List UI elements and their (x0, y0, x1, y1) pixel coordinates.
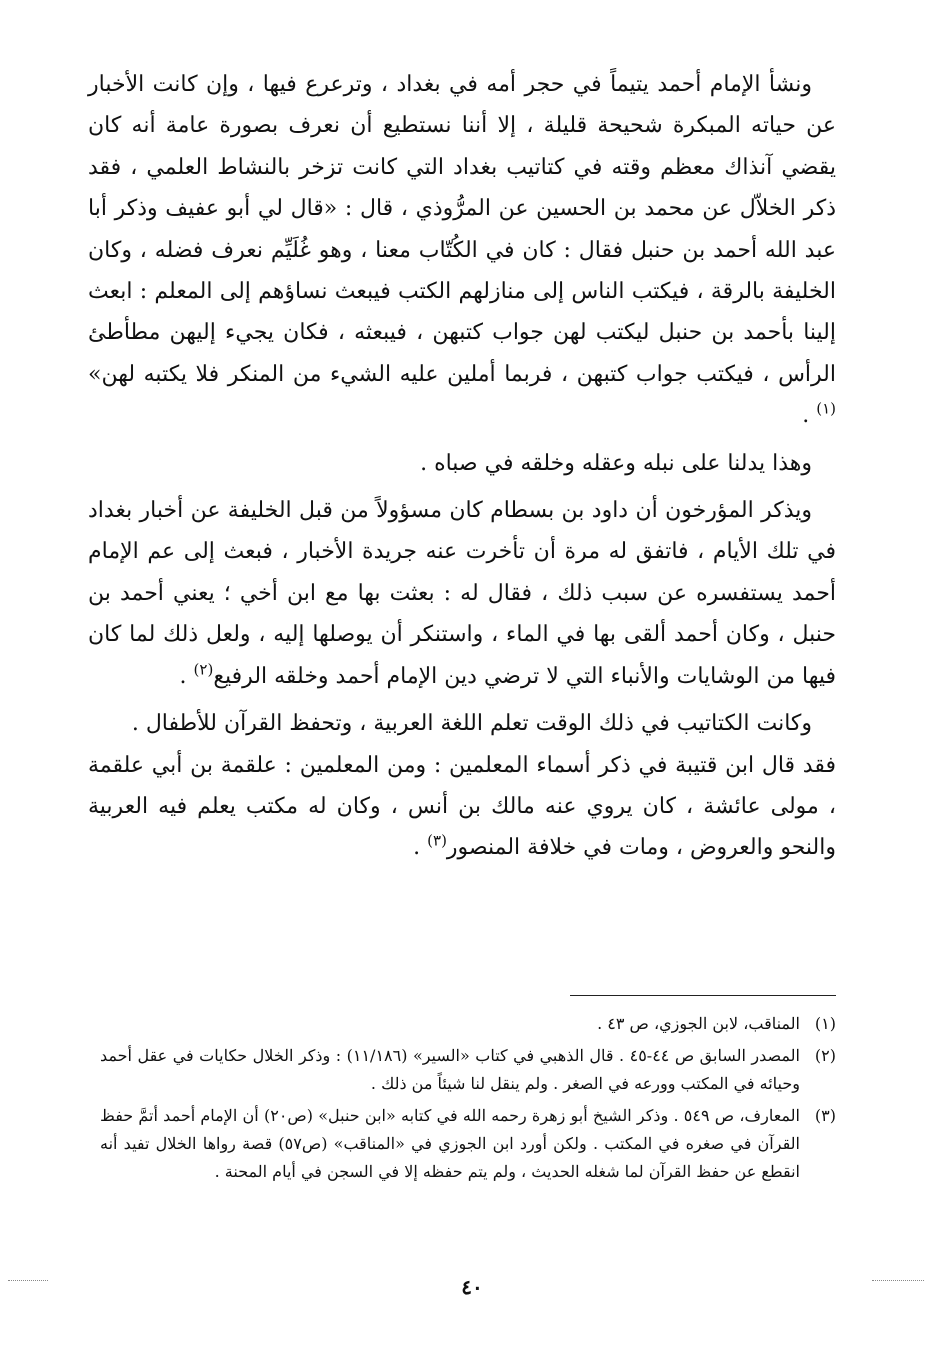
footnote-1 (100, 1010, 836, 1038)
footnote-number: (٣) (814, 1106, 836, 1125)
footnote-3 (100, 1102, 836, 1186)
paragraph-2: وهذا يدلنا على نبله وعقله وخلقه في صباه . (420, 450, 812, 476)
paragraph-1: ونشأ الإمام أحمد يتيماً في حجر أمه في بغداد ، وترعرع فيها ، وإن كانت الأخبار عن حياته المبكرة شحيحة قليلة ، إلا أننا نستطيع أن نعرف بصورة عامة أنه كان يقضي آنذاك معظم وقته في كتاتيب بغداد التي كانت تزخر بالنشاط العلمي ، فقد ذكر الخلاّل عن محمد بن الحسين عن المرُّوذي ، قال : «قال لي أبو عفيف وذكر أبا عبد الله أحمد بن حنبل فقال : كان في الكُتّاب معنا ، وهو غُلَيِّم نعرف فضله ، وكان الخليفة بالرقة ، فيكتب الناس إلى منازلهم الكتب فيبعث نساؤهم إلى المعلم : ابعث إلينا بأحمد بن حنبل ليكتب لهن جواب كتبهن ، فيبعثه ، فكان يجيء إليهن مطأطئ الرأس ، فيكتب جواب كتبهن ، فربما أملين عليه الشيء من المنكر فلا يكتبه لهن» $^{(١)}$ . (88, 72, 836, 429)
scan-edge-mark-left (8, 1280, 48, 1281)
footnotes (100, 1010, 836, 1190)
footnote-ref-1[interactable]: (١) (816, 399, 836, 418)
footnote-number: (١) (814, 1014, 836, 1033)
paragraph-4: وكانت الكتاتيب في ذلك الوقت تعلم اللغة العربية ، وتحفظ القرآن للأطفال . (131, 711, 812, 737)
paragraph-5: فقد قال ابن قتيبة في ذكر أسماء المعلمين : ومن المعلمين : علقمة بن أبي علقمة ، مولى عائشة ، كان يروي عنه مالك بن أنس ، وكان له مكتب يعلم فيه العربية والنحو والعروض ، ومات في خلافة المنصور$^{(٣)}$ . (88, 752, 836, 861)
page-number: ٤٠ (461, 1275, 483, 1299)
footnote-ref-2[interactable]: (٢) (193, 660, 214, 679)
footnote-number: (٢) (814, 1046, 837, 1065)
footnote-text: المصدر السابق ص ٤٤-٤٥ . قال الذهبي في كتاب «السير» (١١/١٨٦) : وذكر الخلال حكايات في عقل أحمد وحيائه في المكتب وورعه في الصغر . ولم ينقل لنا شيئاً من ذلك . (100, 1046, 801, 1093)
scan-edge-mark-right (872, 1280, 924, 1281)
footnote-2 (100, 1042, 836, 1098)
footnote-ref-3[interactable]: (٣) (427, 831, 447, 850)
paragraph-3: ويذكر المؤرخون أن داود بن بسطام كان مسؤولاً من قبل الخليفة عن أخبار بغداد في تلك الأيام ، فاتفق له مرة أن تأخرت عنه جريدة الأخبار ، فبعث إلى عم الإمام أحمد يستفسره عن سبب ذلك ، فقال له : بعثت بها مع ابن أخي ؛ يعني أحمد بن حنبل ، وكان أحمد ألقى بها في الماء ، واستنكر أن يوصلها إليه ، ولعل ذلك لما كان فيها من الوشايات والأنباء التي لا ترضي دين الإمام أحمد وخلقه الرفيع$^{(٢)}$ . (88, 498, 836, 689)
footnote-separator (570, 995, 836, 996)
footnote-text: المناقب، لابن الجوزي، ص ٤٣ . (597, 1014, 800, 1033)
footnote-text: المعارف، ص ٥٤٩ . وذكر الشيخ أبو زهرة رحمه الله في كتابه «ابن حنبل» (ص٢٠) أن الإمام أحمد أتمَّ حفظ القرآن في صغره في المكتب . ولكن أورد ابن الجوزي في «المناقب» (ص٥٧) قصة رواها الخلال تفيد أنه انقطع عن حفظ القرآن لما شغله الحديث ، ولم يتم حفظه إلا في السجن في أيام المحنة . (100, 1106, 800, 1181)
main-text (88, 64, 836, 869)
